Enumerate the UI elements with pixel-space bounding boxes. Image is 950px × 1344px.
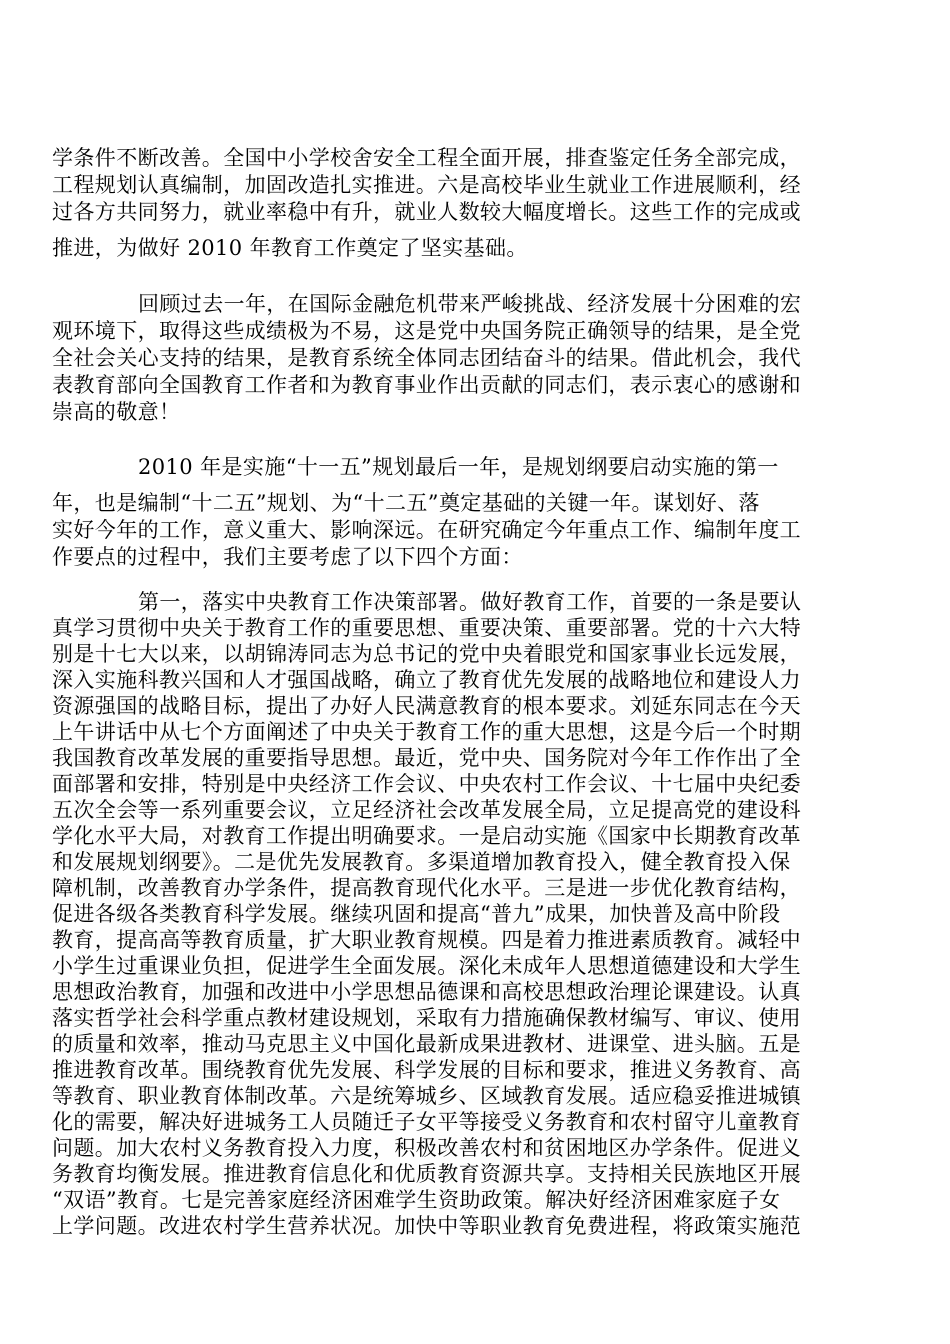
text-line: 年，也是编制“十二五”规划、为“十二五”奠定基础的关键一年。谋划好、落 [52, 491, 760, 515]
text-line: 真学习贯彻中央关于教育工作的重要思想、重要决策、重要部署。党的十六大特 [52, 616, 801, 640]
paragraph-first-line: 2010 年是实施“十一五”规划最后一年，是规划纲要启动实施的第一 [138, 455, 779, 479]
text-line: 资源强国的战略目标，提出了办好人民满意教育的根本要求。刘延东同志在今天 [52, 694, 801, 718]
text-line: 表教育部向全国教育工作者和为教育事业作出贡献的同志们，表示衷心的感谢和 [52, 373, 801, 397]
text-line: 和发展规划纲要》。二是优先发展教育。多渠道增加教育投入，健全教育投入保 [52, 850, 791, 874]
paragraph-first-line: 第一，落实中央教育工作决策部署。做好教育工作，首要的一条是要认 [138, 590, 802, 614]
text-line: 障机制，改善教育办学条件，提高教育现代化水平。三是进一步优化教育结构， [52, 876, 801, 900]
text-line: 五次全会等一系列重要会议，立足经济社会改革发展全局，立足提高党的建设科 [52, 798, 801, 822]
text-line: 上学问题。改进农村学生营养状况。加快中等职业教育免费进程，将政策实施范 [52, 1214, 801, 1238]
text-line: 推进，为做好 2010 年教育工作奠定了坚实基础。 [52, 236, 528, 260]
text-line: 观环境下，取得这些成绩极为不易，这是党中央国务院正确领导的结果，是全党 [52, 319, 801, 343]
text-line: 思想政治教育，加强和改进中小学思想品德课和高校思想政治理论课建设。认真 [52, 980, 801, 1004]
text-line: 的质量和效率，推动马克思主义中国化最新成果进教材、进课堂、进头脑。五是 [52, 1032, 801, 1056]
text-line: 学化水平大局，对教育工作提出明确要求。一是启动实施《国家中长期教育改革 [52, 824, 801, 848]
text-line: 工程规划认真编制，加固改造扎实推进。六是高校毕业生就业工作进展顺利，经 [52, 173, 801, 197]
text-line: 深入实施科教兴国和人才强国战略，确立了教育优先发展的战略地位和建设人力 [52, 668, 801, 692]
text-line: 推进教育改革。围绕教育优先发展、科学发展的目标和要求，推进义务教育、高 [52, 1058, 801, 1082]
text-line: 问题。加大农村义务教育投入力度，积极改善农村和贫困地区办学条件。促进义 [52, 1136, 801, 1160]
text-line: 务教育均衡发展。推进教育信息化和优质教育资源共享。支持相关民族地区开展 [52, 1162, 801, 1186]
text-line: 学条件不断改善。全国中小学校舍安全工程全面开展，排查鉴定任务全部完成， [52, 146, 801, 170]
text-line: 教育，提高高等教育质量，扩大职业教育规模。四是着力推进素质教育。减轻中 [52, 928, 801, 952]
paragraph-first-line: 回顾过去一年，在国际金融危机带来严峻挑战、经济发展十分困难的宏 [138, 292, 802, 316]
text-line: 上午讲话中从七个方面阐述了中央关于教育工作的重大思想，这是今后一个时期 [52, 720, 801, 744]
text-line: 促进各级各类教育科学发展。继续巩固和提高“普九”成果，加快普及高中阶段 [52, 902, 781, 926]
text-line: 等教育、职业教育体制改革。六是统筹城乡、区域教育发展。适应稳妥推进城镇 [52, 1084, 801, 1108]
text-line: 实好今年的工作，意义重大、影响深远。在研究确定今年重点工作、编制年度工 [52, 518, 801, 542]
text-line: 小学生过重课业负担，促进学生全面发展。深化未成年人思想道德建设和大学生 [52, 954, 801, 978]
text-line: 崇高的敬意！ [52, 400, 181, 424]
text-line: 作要点的过程中，我们主要考虑了以下四个方面： [52, 545, 523, 569]
text-line: 化的需要，解决好进城务工人员随迁子女平等接受义务教育和农村留守儿童教育 [52, 1110, 801, 1134]
text-line: 我国教育改革发展的重要指导思想。最近，党中央、国务院对今年工作作出了全 [52, 746, 801, 770]
text-line: 别是十七大以来，以胡锦涛同志为总书记的党中央着眼党和国家事业长远发展， [52, 642, 801, 666]
text-line: 面部署和安排，特别是中央经济工作会议、中央农村工作会议、十七届中央纪委 [52, 772, 801, 796]
text-line: 全社会关心支持的结果，是教育系统全体同志团结奋斗的结果。借此机会，我代 [52, 346, 801, 370]
text-line: 落实哲学社会科学重点教材建设规划，采取有力措施确保教材编写、审议、使用 [52, 1006, 801, 1030]
text-line: “双语”教育。七是完善家庭经济困难学生资助政策。解决好经济困难家庭子女 [52, 1188, 781, 1212]
text-line: 过各方共同努力，就业率稳中有升，就业人数较大幅度增长。这些工作的完成或 [52, 200, 801, 224]
